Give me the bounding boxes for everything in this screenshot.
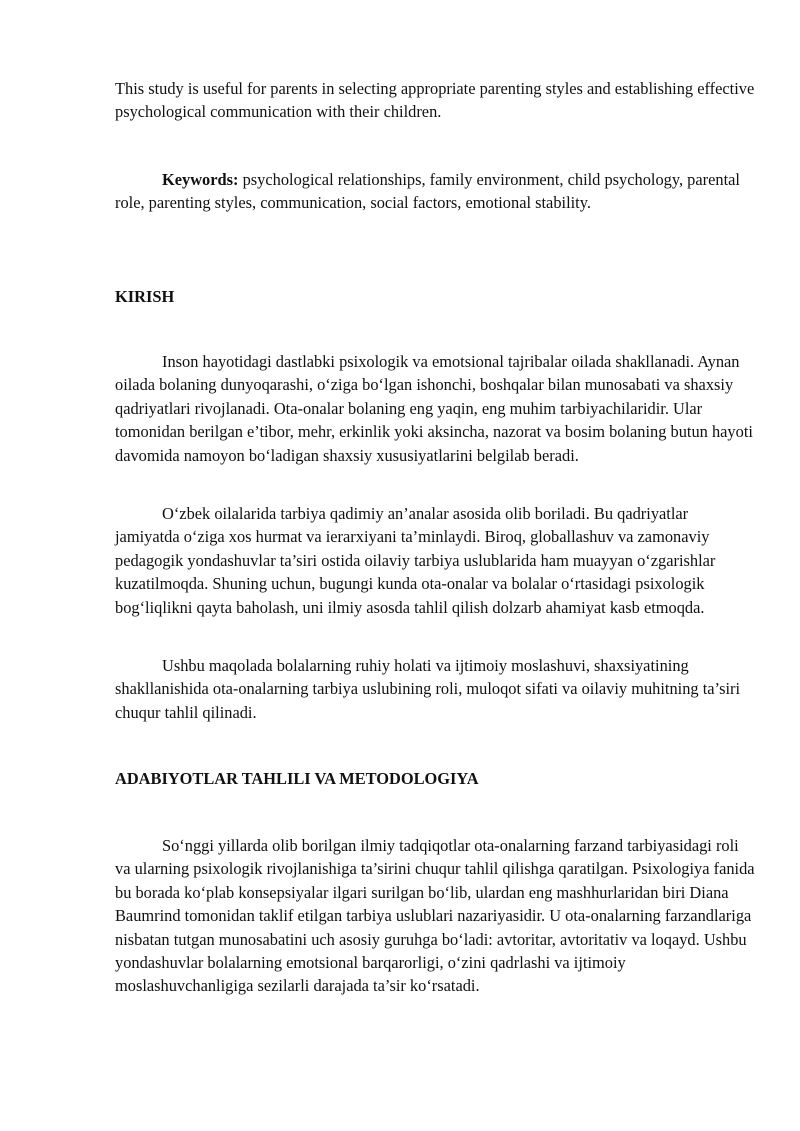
body-paragraph: Ushbu maqolada bolalarning ruhiy holati va ijtimoiy moslashuvi, shaxsiyatining shakllanishida ota-onalarning tarbiya uslubining roli, muloqot sifati va oilaviy muhitning ta’siri chuqur tahlil qilinadi. — [115, 656, 741, 722]
body-paragraph: Inson hayotidagi dastlabki psixologik va emotsional tajribalar oilada shakllanadi. Aynan oilada bolaning dunyoqarashi, o‘ziga bo‘lgan ishonchi, boshqalar bilan munosabati va shaxsiy qadriyatlari rivojlanadi. Ota-onalar bolaning eng yaqin, eng muhim tarbiyachilaridir. Ular tomonidan berilgan e’tibor, mehr, erkinlik yoki aksincha, nazorat va bosim bolaning butun hayoti davomida namoyon bo‘ladigan shaxsiy xususiyatlarini belgilab beradi. — [115, 352, 753, 465]
body-paragraph: So‘nggi yillarda olib borilgan ilmiy tadqiqotlar ota-onalarning farzand tarbiyasidagi roli va ularning psixologik rivojlanishiga ta’sirini chuqur tahlil qilishga qaratilgan. Psixologiya fanida bu borada ko‘plab konsepsiyalar ilgari surilgan bo‘lib, ulardan eng mashhurlaridan biri Diana Baumrind tomonidan taklif etilgan tarbiya uslublari nazariyasidir. U ota-onalarning farzandlariga nisbatan tutgan munosabatini uch asosiy guruhga bo‘ladi: avtoritar, avtoritativ va loqayd. Ushbu yondashuvlar bolalarning emotsional barqarorligi, o‘zini qadrlashi va ijtimoiy moslashuvchanligiga sezilarli darajada ta’sir ko‘rsatadi. — [115, 836, 755, 996]
section-heading-kirish: KIRISH — [115, 287, 175, 306]
section-heading-methodology: ADABIYOTLAR TAHLILI VA METODOLOGIYA — [115, 769, 479, 788]
keywords-paragraph — [115, 168, 755, 215]
keywords-text: psychological relationships, family environment, child psychology, parental role, parenting styles, communication, social factors, emotional stability. — [115, 170, 740, 213]
keywords-label: Keywords: — [162, 170, 239, 189]
abstract-closing-paragraph: This study is useful for parents in selecting appropriate parenting styles and establishing effective psychological communication with their children. — [115, 79, 755, 122]
body-paragraph: O‘zbek oilalarida tarbiya qadimiy an’analar asosida olib boriladi. Bu qadriyatlar jamiyatda o‘ziga xos hurmat va ierarxiyani ta’minlaydi. Biroq, globallashuv va zamonaviy pedagogik yondashuvlar ta’siri ostida oilaviy tarbiya uslublarida ham muayyan o‘zgarishlar kuzatilmoqda. Shuning uchun, bugungi kunda ota-onalar va bolalar o‘rtasidagi psixologik bog‘liqlikni qayta baholash, uni ilmiy asosda tahlil qilish dolzarb ahamiyat kasb etmoqda. — [115, 504, 716, 617]
